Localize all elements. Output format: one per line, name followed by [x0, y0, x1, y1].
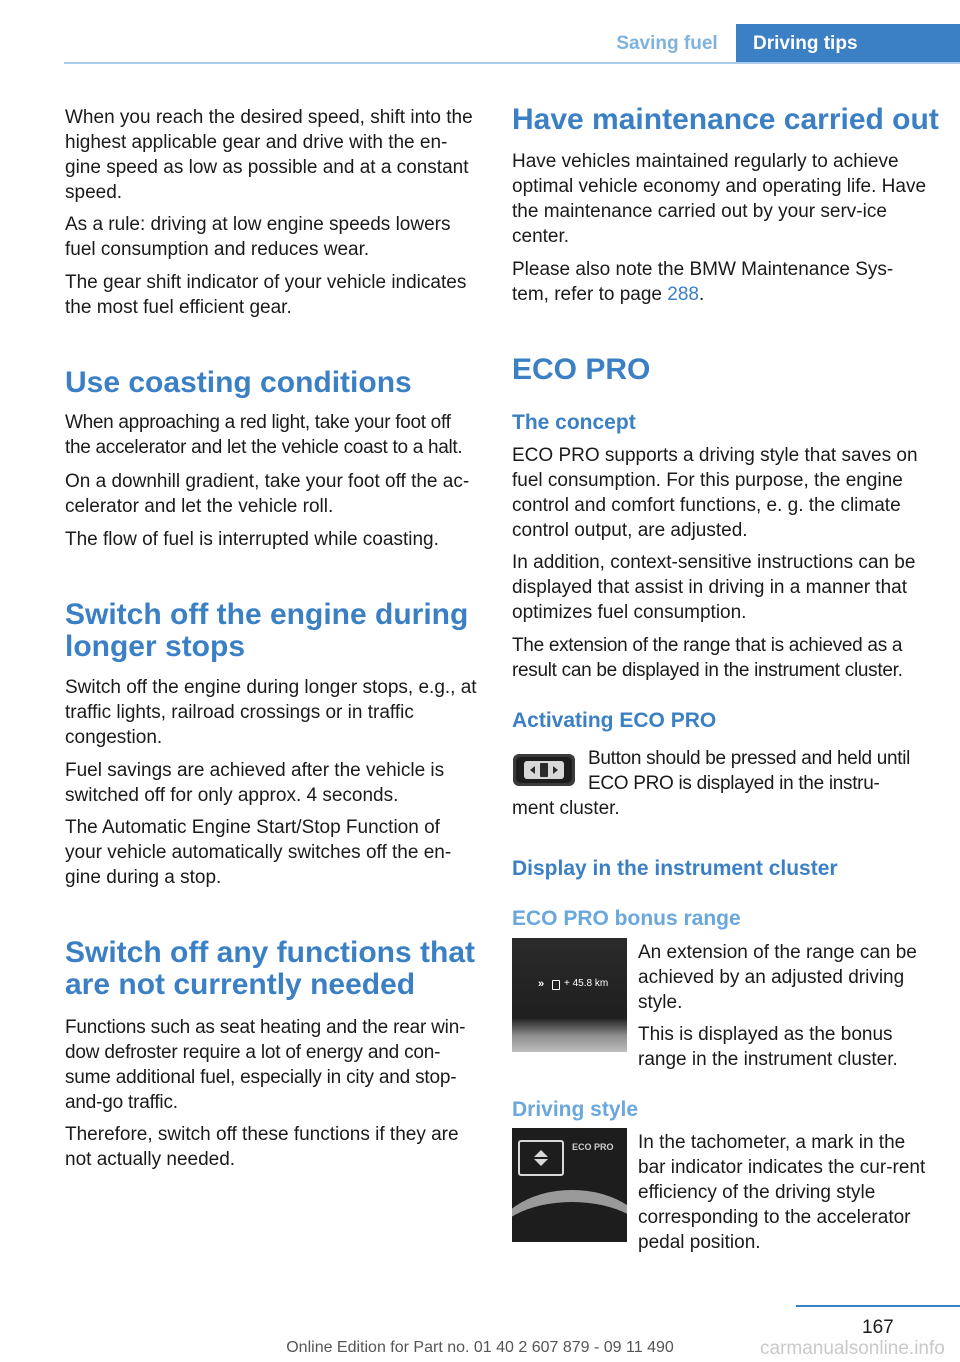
- paragraph: The flow of fuel is interrupted while coasting.: [65, 529, 439, 550]
- bonus-range-display-image: [512, 938, 627, 1052]
- paragraph: Button should be pressed and held until ECO PRO is displayed in the instru-: [588, 748, 911, 794]
- tab-saving-fuel[interactable]: Saving fuel: [616, 33, 718, 54]
- paragraph: The gear shift indicator of your vehicle indicates the most fuel efficient gear.: [65, 272, 467, 318]
- eco-pro-label: ECO PRO: [572, 1142, 614, 1152]
- eco-pro-button-icon: [512, 749, 576, 789]
- paragraph: This is displayed as the bonus range in the instrument cluster.: [638, 1024, 898, 1070]
- paragraph: In the tachometer, a mark in the bar indicator indicates the cur-rent efficiency of the driving style corresponding to the accelerator pedal position.: [638, 1132, 926, 1253]
- tachometer-bar: [512, 1190, 627, 1242]
- section-heading-functions: Switch off any functions that are not currently needed: [65, 936, 475, 1001]
- edition-footer: Online Edition for Part no. 01 40 2 607 879 - 09 11 490: [286, 1339, 674, 1356]
- header-rule: [64, 62, 960, 64]
- subheading-driving-style: Driving style: [512, 1098, 639, 1121]
- paragraph: [512, 257, 930, 307]
- paragraph: ment cluster.: [512, 798, 620, 819]
- page-link[interactable]: 288: [667, 284, 699, 305]
- paragraph: An extension of the range can be achieved by an adjusted driving style.: [638, 942, 917, 1013]
- section-heading-eco-pro: ECO PRO: [512, 353, 651, 386]
- subheading-activating: Activating ECO PRO: [512, 709, 717, 732]
- paragraph: ECO PRO supports a driving style that saves on fuel consumption. For this purpose, the engine control and comfort functions, e. g. the climate control output, are adjusted.: [512, 445, 918, 541]
- page-number: 167: [862, 1317, 894, 1338]
- paragraph: Switch off the engine during longer stops, e.g., at traffic lights, railroad crossings or in traffic congestion.: [65, 677, 477, 748]
- double-chevron-icon: »: [538, 978, 545, 990]
- paragraph: Functions such as seat heating and the rear win-dow defroster require a lot of energy and con-sume additional fuel, especially in city and stop-and-go traffic.: [65, 1017, 466, 1113]
- paragraph: The extension of the range that is achieved as a result can be displayed in the instrument cluster.: [512, 635, 903, 681]
- paragraph: The Automatic Engine Start/Stop Function of your vehicle automatically switches off the en-gine during a stop.: [65, 817, 452, 888]
- subheading-display: Display in the instrument cluster: [512, 857, 838, 880]
- tab-driving-tips[interactable]: Driving tips: [736, 24, 960, 62]
- paragraph: Have vehicles maintained regularly to achieve optimal vehicle economy and operating life. Have the maintenance carried out by your serv-ice center.: [512, 151, 927, 247]
- text: Please also note the BMW Maintenance Sys-tem, refer to page: [512, 259, 894, 305]
- text: .: [698, 284, 705, 305]
- paragraph: Fuel savings are achieved after the vehicle is switched off for only approx. 4 seconds.: [65, 760, 445, 806]
- section-heading-longer-stops: Switch off the engine during longer stops: [65, 598, 469, 663]
- section-heading-coasting: Use coasting conditions: [65, 366, 412, 399]
- fuel-pump-icon: [552, 980, 560, 990]
- watermark: carmanualsonline.info: [760, 1338, 945, 1359]
- bonus-range-readout: + 45.8 km: [564, 978, 609, 989]
- subheading-concept: The concept: [512, 411, 636, 434]
- section-heading-maintenance: Have maintenance carried out: [512, 103, 939, 136]
- paragraph: As a rule: driving at low engine speeds lowers fuel consumption and reduces wear.: [65, 214, 451, 260]
- paragraph: Therefore, switch off these functions if they are not actually needed.: [65, 1124, 459, 1170]
- paragraph: When approaching a red light, take your foot off the accelerator and let the vehicle coast to a halt.: [65, 412, 463, 458]
- efficiency-indicator-icon: [518, 1140, 564, 1176]
- footer-rule: [796, 1305, 960, 1307]
- paragraph: On a downhill gradient, take your foot off the ac-celerator and let the vehicle roll.: [65, 471, 470, 517]
- subheading-bonus-range: ECO PRO bonus range: [512, 907, 741, 930]
- driving-style-display-image: [512, 1128, 627, 1242]
- paragraph: When you reach the desired speed, shift into the highest applicable gear and drive with the en-gine speed as low as possible and at a constant speed.: [65, 107, 473, 203]
- paragraph: In addition, context-sensitive instructions can be displayed that assist in driving in a manner that optimizes fuel consumption.: [512, 552, 916, 623]
